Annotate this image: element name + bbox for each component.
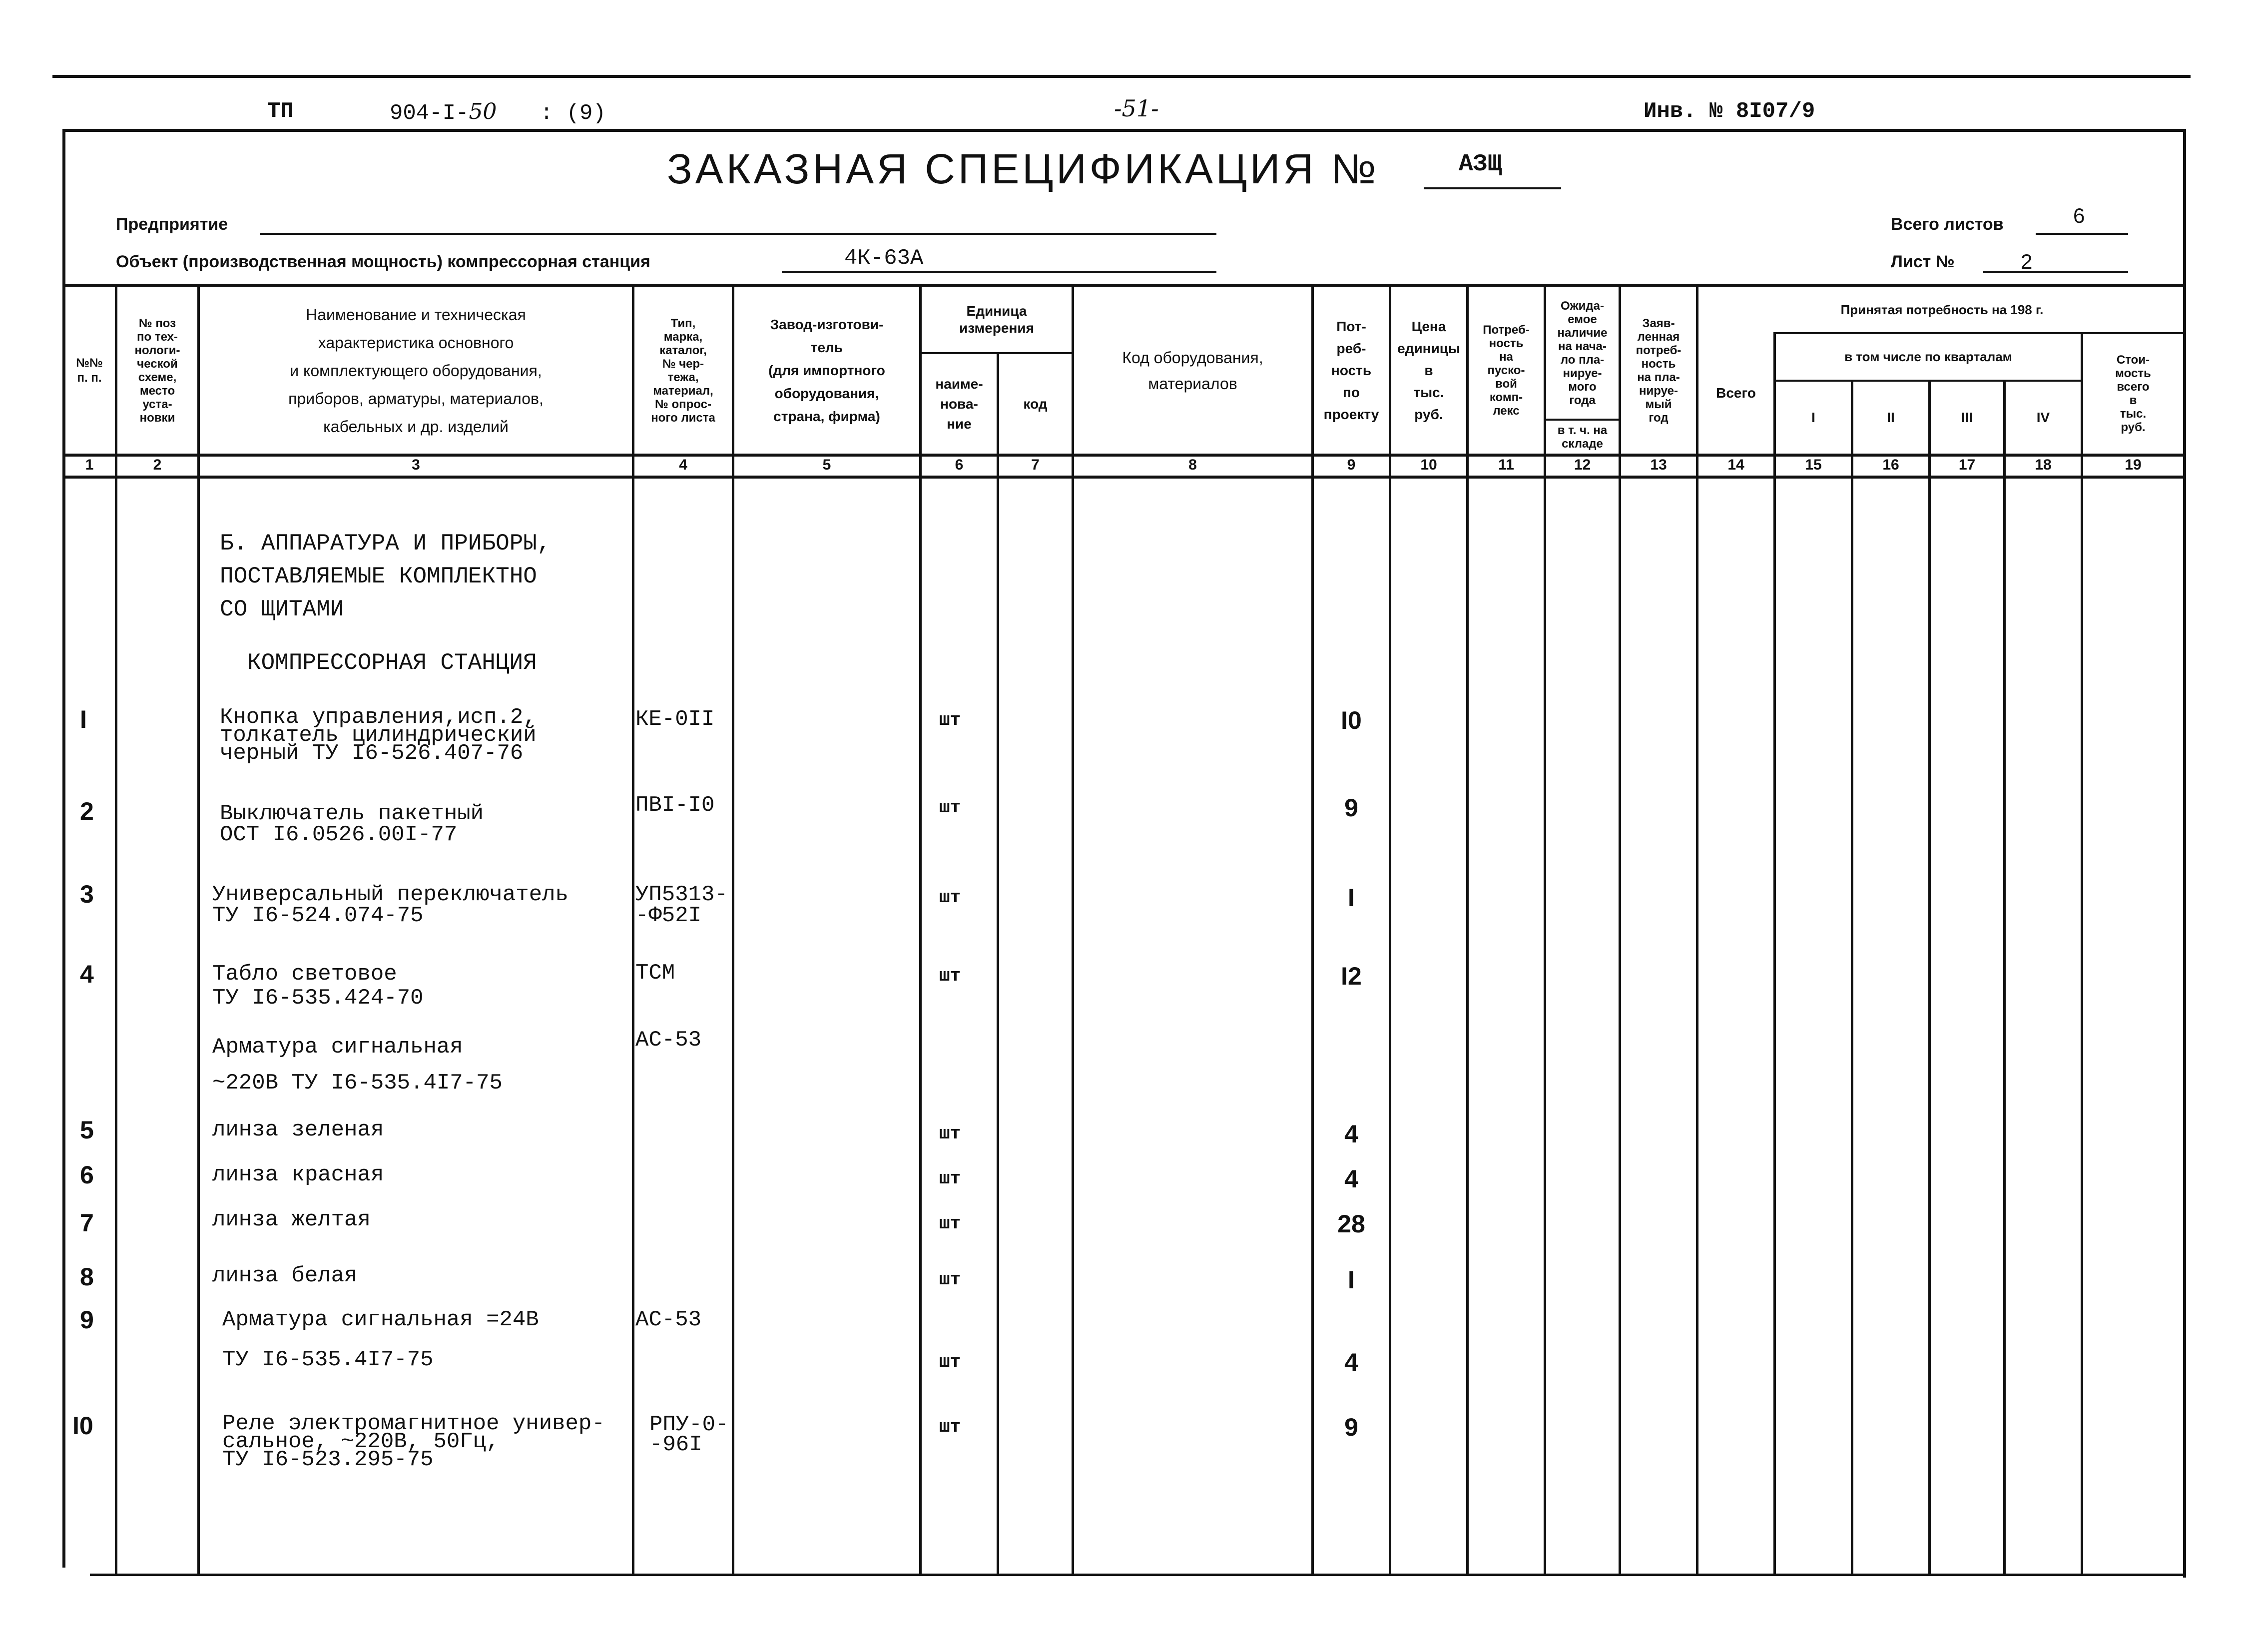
header-col-1: №№ п. п. [76,356,103,385]
col-divider [1619,284,1621,1575]
spec-number-line [1424,187,1561,189]
project-handwritten: 50 [469,99,497,124]
item-type: ПВI-I0 [635,793,715,818]
item-unit: шт [939,1417,961,1437]
item-type: УП5313- -Ф52I [635,882,728,928]
unit-group-rule [919,352,1072,354]
column-number: 7 [1031,457,1040,473]
total-sheets-line [2036,233,2128,235]
row-number: 7 [80,1209,94,1237]
col-divider [1928,380,1931,1575]
item-unit: шт [939,1168,961,1189]
header-col-2: № поз по тех- нологи- ческой схеме, место уста- новки [134,316,180,425]
row-number: 5 [80,1116,94,1144]
top-rule [52,75,2191,78]
column-number: 6 [955,457,964,473]
header-col-9: Пот- реб- ность по проекту [1323,318,1379,422]
item-qty: I0 [1341,706,1362,734]
col-divider [1466,284,1469,1575]
col-divider [1851,380,1853,1575]
item-qty: I [1348,1266,1355,1294]
col-divider [1311,284,1314,1575]
col-divider [1773,332,1776,1575]
header-col-16: II [1887,410,1895,425]
item-unit: шт [939,1123,961,1144]
row-number: 6 [80,1161,94,1189]
col-divider [997,352,999,1575]
column-number: 12 [1574,457,1591,473]
total-sheets-label: Всего листов [1891,215,2004,234]
item-name: Универсальный переключатель ТУ I6-524.074-75 [212,882,568,928]
column-number: 8 [1188,457,1197,473]
header-col-11: Потреб- ность на пуско- вой комп- лекс [1483,323,1530,418]
header-col-14: Всего [1716,385,1756,401]
object-field [782,271,1216,273]
item-type: АС-53 [635,1028,702,1053]
header-col-7: код [1023,396,1048,412]
header-col-10: Цена единицы в тыс. руб. [1397,318,1460,422]
project-code [390,99,606,126]
item-unit: шт [939,1352,961,1372]
header-col-13: Заяв- ленная потреб- ность на пла- нируе- мый год [1636,316,1682,425]
item-name: линза красная [212,1162,384,1187]
col-divider [115,284,117,1575]
total-sheets-value: 6 [2073,204,2085,227]
numbers-bottom-rule [62,476,2186,479]
column-number: 19 [2125,457,2142,473]
row-number: I0 [72,1412,93,1440]
frame-right [2183,129,2186,1578]
column-number: 1 [85,457,94,473]
header-col-12: Ожида- емое наличие на нача- ло пла- нируе- мого года [1557,299,1608,407]
item-name: Арматура сигнальная =24В [222,1307,539,1332]
sheet-value: 2 [2021,250,2033,273]
item-qty: 28 [1337,1210,1365,1238]
inventory-number: Инв. № 8I07/9 [1644,99,1815,124]
col-divider [2081,332,2083,1575]
col-divider [197,284,200,1575]
header-col-19: Стои- мость всего в тыс. руб. [2115,353,2151,434]
item-type: РПУ-0- -96I [649,1412,729,1457]
frame-bottom [90,1574,2186,1576]
item-unit: шт [939,797,961,818]
column-number: 3 [412,457,420,473]
header-unit-group: Единица измерения [959,303,1034,336]
section-subheading: КОМПРЕССОРНАЯ СТАНЦИЯ [247,650,537,676]
object-value: 4К-63А [844,246,924,271]
sheet-line [1983,271,2128,273]
item-name: ТУ I6-535.4I7-75 [222,1347,434,1372]
item-name: линза белая [212,1263,358,1288]
col-divider [1389,284,1391,1575]
col-divider [2003,380,2006,1575]
item-name: Кнопка управления,исп.2, толкатель цилиндрический черный ТУ I6-526.407-76 [220,705,537,766]
column-number: 2 [153,457,162,473]
column-number: 11 [1498,457,1514,473]
column-number: 15 [1805,457,1822,473]
col-divider [632,284,634,1575]
item-name: линза желтая [212,1207,371,1232]
header-col-15: I [1811,410,1815,425]
sheet-label: Лист № [1891,252,1955,271]
header-col-3: Наименование и техническая характеристика основного и комплектующего оборудования, приборов, арматуры, материалов, кабельных и др. изделий [288,305,544,436]
col-divider [1696,284,1698,1575]
item-type: КЕ-0II [635,707,715,732]
item-name: Табло световое ТУ I6-535.424-70 [212,962,424,1011]
item-unit: шт [939,710,961,730]
spec-number: АЗЩ [1459,151,1502,178]
item-qty: 4 [1344,1348,1358,1376]
item-unit: шт [939,1269,961,1290]
col-divider [1072,284,1074,1575]
column-number: 4 [679,457,687,473]
row-number: 9 [80,1306,94,1334]
table-top-rule [62,284,2186,287]
col-divider [919,284,922,1575]
item-type: АС-53 [635,1307,702,1332]
item-type: ТСМ [635,961,675,986]
header-accepted: Принятая потребность на 198 г. [1840,302,2044,317]
item-qty: 4 [1344,1120,1358,1148]
row-number: 2 [80,797,94,825]
header-col-5: Завод-изготови- тель (для импортного оборудования, страна, фирма) [768,316,885,424]
item-name: Выключатель пакетный ОСТ I6.0526.00I-77 [220,801,484,847]
header-col-4: Тип, марка, каталог, № чер- тежа, материал, № опрос- ного листа [651,316,715,425]
col-divider [732,284,734,1575]
header-col-8: Код оборудования, материалов [1122,348,1263,393]
header-col-17: III [1961,410,1973,425]
item-unit: шт [939,966,961,986]
frame-top [62,129,2186,132]
header-col-12b: в т. ч. на складе [1557,424,1608,451]
document-title [667,145,1379,193]
project-number: 904-I- [390,101,469,126]
column-number: 18 [2035,457,2052,473]
column-number: 13 [1650,457,1667,473]
item-qty: I [1348,884,1355,912]
item-name: Реле электромагнитное универ- сальное, ~220В, 50Гц, ТУ I6-523.295-75 [222,1411,605,1472]
tp-label: ТП [267,99,294,124]
row-number: I [80,705,87,733]
column-number: 5 [822,457,831,473]
item-qty: I2 [1341,962,1362,990]
col-divider [1544,284,1546,1575]
row-number: 8 [80,1263,94,1291]
column-number: 9 [1347,457,1356,473]
column-number: 16 [1882,457,1899,473]
project-suffix: : (9) [540,101,606,126]
column-number: 14 [1727,457,1744,473]
page-number: -51- [1114,95,1159,122]
item-unit: шт [939,887,961,908]
item-qty: 9 [1344,1413,1358,1441]
header-col-6: наиме- нова- ние [935,376,983,432]
row-number: 4 [80,960,94,988]
item-name: линза зеленая [212,1117,384,1142]
enterprise-label: Предприятие [116,215,228,234]
enterprise-field [260,233,1216,235]
item-qty: 4 [1344,1165,1358,1193]
item-name: Арматура сигнальная ~220В ТУ I6-535.4I7-75 [212,1035,503,1096]
column-number: 10 [1420,457,1437,473]
title-text: ЗАКАЗНАЯ СПЕЦИФИКАЦИЯ № [667,145,1379,192]
row-number: 3 [80,880,94,908]
header-col-18: IV [2036,410,2050,425]
header-quarters: в том числе по кварталам [1844,349,2012,364]
item-unit: шт [939,1213,961,1234]
column-number: 17 [1958,457,1976,473]
section-heading: Б. АППАРАТУРА И ПРИБОРЫ, ПОСТАВЛЯЕМЫЕ КОМПЛЕКТНО СО ЩИТАМИ [220,531,551,622]
item-qty: 9 [1344,794,1358,822]
object-label: Объект (производственная мощность) компрессорная станция [116,252,650,271]
